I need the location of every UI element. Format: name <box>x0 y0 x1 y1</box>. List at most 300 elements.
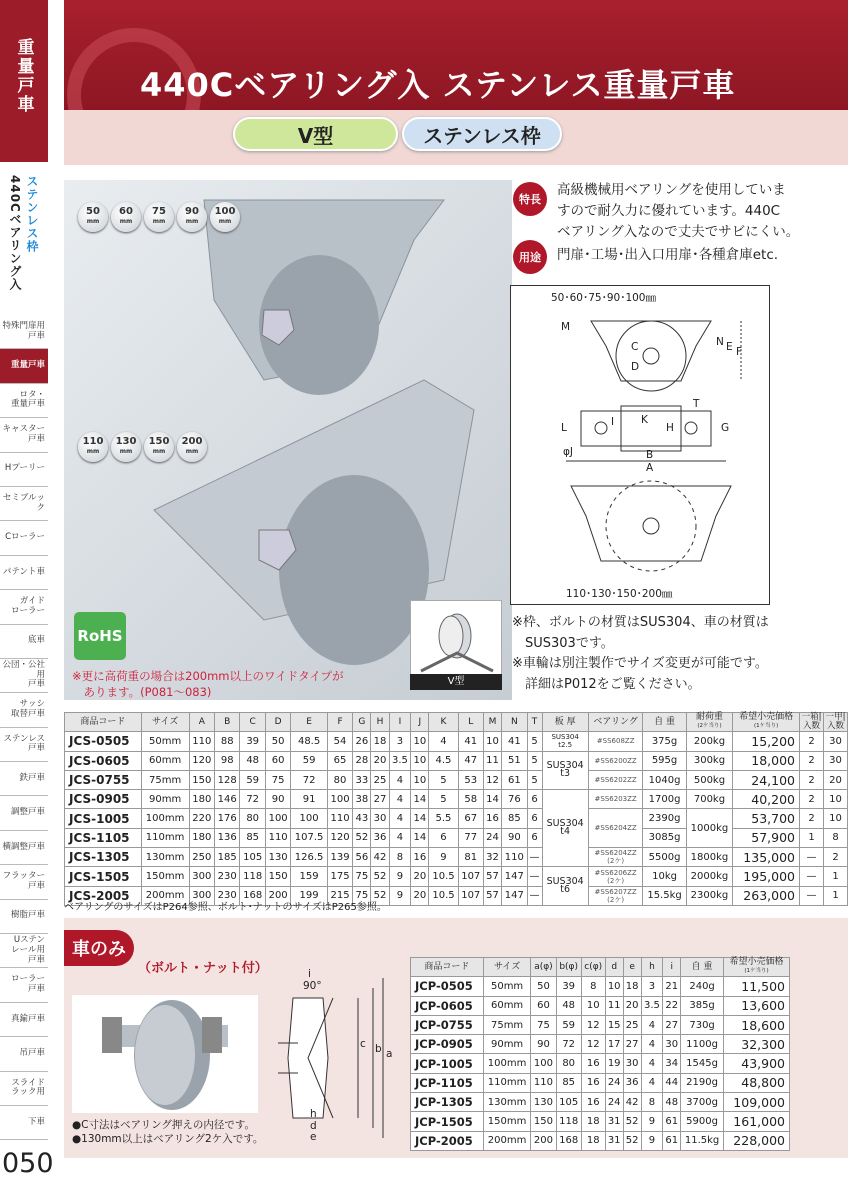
spec-cell: 90mm <box>141 790 189 809</box>
type-pill: V型 <box>233 117 398 151</box>
box-qty: 2 <box>800 809 824 828</box>
sidebar-item[interactable]: 重量戸車 <box>0 349 48 383</box>
spec-cell: 59 <box>556 1015 581 1034</box>
spec-cell: 5.5 <box>429 809 458 828</box>
spec-cell: 80 <box>556 1054 581 1073</box>
column-header <box>240 713 265 732</box>
column-header <box>429 713 458 732</box>
spec-cell: 136 <box>215 828 240 847</box>
spec-cell: 230 <box>215 886 240 905</box>
dim-label: B <box>646 449 654 461</box>
header-label: 板 厚 <box>554 716 576 727</box>
sidebar-item[interactable]: Cローラー <box>0 521 48 555</box>
size-badge <box>78 202 108 232</box>
spec-cell: 60 <box>531 996 556 1015</box>
spec-cell: 4 <box>429 732 458 751</box>
spec-cell: 21 <box>663 977 681 996</box>
bearing: #SS608ZZ <box>588 732 643 751</box>
bearing: #SS6203ZZ <box>588 790 643 809</box>
price: 15,200 <box>733 732 800 751</box>
spec-cell: 130 <box>531 1093 556 1112</box>
sidebar-item[interactable]: 樹脂戸車 <box>0 900 48 934</box>
sidebar-item[interactable]: ロタ・ 重量戸車 <box>0 384 48 418</box>
sidebar-item[interactable]: ガイド ローラー <box>0 590 48 624</box>
header-label: A <box>198 716 205 727</box>
spec-cell: 8 <box>389 848 411 867</box>
column-header <box>483 713 501 732</box>
box-qty: — <box>800 867 824 886</box>
spec-cell: 130 <box>265 848 290 867</box>
spec-cell: 30 <box>371 809 389 828</box>
column-header <box>542 713 588 732</box>
size-badge <box>144 202 174 232</box>
table-row <box>411 1035 790 1054</box>
frame-wheel-spec-table <box>64 712 848 906</box>
spec-cell: 3 <box>389 732 411 751</box>
size-value: 150 <box>148 436 170 447</box>
spec-cell: 60mm <box>483 996 531 1015</box>
spec-cell: 10 <box>605 977 623 996</box>
spec-cell: 44 <box>663 1073 681 1092</box>
column-header <box>458 713 483 732</box>
series-label <box>0 175 48 305</box>
spec-cell: 52 <box>371 886 389 905</box>
table-row <box>411 1093 790 1112</box>
wheel-only-badge: 車のみ <box>64 930 134 966</box>
spec-cell: 60mm <box>141 751 189 770</box>
column-header <box>291 713 327 732</box>
case-qty: 1 <box>824 867 848 886</box>
load-capacity: 2000kg <box>686 867 733 886</box>
case-qty: 2 <box>824 848 848 867</box>
spec-cell: 107.5 <box>291 828 327 847</box>
header-label: サイズ <box>493 961 521 972</box>
size-value: 90 <box>185 206 199 217</box>
spec-cell: 250 <box>189 848 214 867</box>
spec-cell: 20 <box>411 886 429 905</box>
spec-cell: 30 <box>663 1035 681 1054</box>
spec-cell: 105 <box>240 848 265 867</box>
spec-cell: 39 <box>556 977 581 996</box>
size-value: 100 <box>214 206 236 217</box>
column-header <box>733 713 800 732</box>
frame-pill: ステンレス枠 <box>402 117 562 151</box>
spec-cell: 75 <box>353 886 371 905</box>
spec-cell: — <box>527 867 542 886</box>
price: 195,000 <box>733 867 800 886</box>
spec-cell: 12 <box>483 770 501 789</box>
spec-cell: 50 <box>265 732 290 751</box>
spec-cell: 39 <box>240 732 265 751</box>
spec-cell: 100 <box>265 809 290 828</box>
spec-cell: 72 <box>556 1035 581 1054</box>
spec-cell: 14 <box>411 790 429 809</box>
spec-cell: 81 <box>458 848 483 867</box>
plate-thickness: SUS304 t4 <box>542 790 588 867</box>
sidebar-item[interactable]: セミブルック <box>0 487 48 521</box>
sidebar-item[interactable]: キャスター 戸車 <box>0 418 48 452</box>
dim-label: b <box>375 1043 382 1055</box>
dim-label: A <box>646 462 654 474</box>
box-qty: 2 <box>800 790 824 809</box>
dim-label: H <box>666 422 674 434</box>
column-header <box>643 713 686 732</box>
sidebar-item[interactable]: 吊戸車 <box>0 1037 48 1071</box>
load-capacity: 1000kg <box>686 809 733 848</box>
spec-cell: 90 <box>502 828 527 847</box>
spec-cell: 180 <box>189 828 214 847</box>
spec-cell: 90 <box>265 790 290 809</box>
weight: 1700g <box>643 790 686 809</box>
material-notes: ※枠、ボルトの材質はSUS304、車の材質は SUS303です。 ※車輪は別注製作でサイズ変更が可能です。 詳細はP012をご覧ください。 <box>512 615 769 692</box>
header-label: a(φ) <box>534 961 553 972</box>
price: 135,000 <box>733 848 800 867</box>
weight: 5500g <box>643 848 686 867</box>
size-unit: mm <box>218 218 232 225</box>
spec-cell: 110 <box>531 1073 556 1092</box>
header-label: b(φ) <box>559 961 579 972</box>
spec-cell: 90 <box>531 1035 556 1054</box>
bearing: #SS6202ZZ <box>588 770 643 789</box>
spec-cell: 24 <box>605 1073 623 1092</box>
table-row <box>65 751 848 770</box>
spec-cell: 75mm <box>141 770 189 789</box>
sidebar-item[interactable]: スライド ラック用 <box>0 1072 48 1106</box>
size-value: 50 <box>86 206 100 217</box>
dim-label: i <box>308 968 311 980</box>
load-capacity: 500kg <box>686 770 733 789</box>
sidebar-item[interactable]: 横調整戸車 <box>0 831 48 865</box>
weight: 1040g <box>643 770 686 789</box>
sidebar-item[interactable]: 下車 <box>0 1106 48 1140</box>
dim-label: D <box>631 361 640 373</box>
size-unit: mm <box>119 218 133 225</box>
table-row <box>65 867 848 886</box>
column-header <box>327 713 352 732</box>
spec-cell: 3.5 <box>389 751 411 770</box>
spec-cell: 47 <box>458 751 483 770</box>
spec-cell: 59 <box>291 751 327 770</box>
spec-cell: 85 <box>240 828 265 847</box>
product-code: JCS-1305 <box>65 848 142 867</box>
wheel-only-notes: ●C寸法はベアリング押えの内径です。 ●130mm以上はベアリング2ケ入です。 <box>72 1119 264 1145</box>
dim-label: c <box>360 1038 366 1050</box>
spec-cell: 14 <box>411 809 429 828</box>
spec-cell: 200 <box>265 886 290 905</box>
spec-cell: 110mm <box>141 828 189 847</box>
spec-cell: 4 <box>389 790 411 809</box>
spec-cell: 31 <box>605 1131 623 1150</box>
sidebar-item[interactable]: Hプーリー <box>0 453 48 487</box>
product-code: JCP-2005 <box>411 1131 484 1150</box>
spec-cell: 126.5 <box>291 848 327 867</box>
spec-cell: 118 <box>556 1112 581 1131</box>
spec-cell: 147 <box>502 886 527 905</box>
header-label: T <box>531 716 538 727</box>
spec-cell: 24 <box>483 828 501 847</box>
table-row <box>411 977 790 996</box>
column-header <box>581 958 605 977</box>
table-row <box>65 770 848 789</box>
column-header <box>641 958 663 977</box>
spec-cell: 32 <box>483 848 501 867</box>
sidebar-item[interactable]: 底車 <box>0 625 48 659</box>
spec-cell: 75 <box>353 867 371 886</box>
product-code: JCP-1305 <box>411 1093 484 1112</box>
column-header <box>502 713 527 732</box>
spec-cell: 65 <box>327 751 352 770</box>
table-row <box>411 1073 790 1092</box>
header-label: 希望小売価格 <box>739 712 794 723</box>
product-code: JCS-0755 <box>65 770 142 789</box>
dim-label: L <box>561 422 567 434</box>
column-header <box>411 713 429 732</box>
spec-cell: 27 <box>663 1015 681 1034</box>
spec-cell: 4 <box>389 828 411 847</box>
size-unit: mm <box>152 448 166 455</box>
dim-label: T <box>693 398 700 410</box>
spec-cell: 12 <box>581 1015 605 1034</box>
spec-cell: 3 <box>641 977 663 996</box>
case-qty: 8 <box>824 828 848 847</box>
sidebar-item[interactable]: 調整戸車 <box>0 796 48 830</box>
spec-cell: 18 <box>581 1131 605 1150</box>
spec-cell: 8 <box>641 1093 663 1112</box>
weight: 595g <box>643 751 686 770</box>
box-qty: 2 <box>800 732 824 751</box>
header-label: F <box>337 716 343 727</box>
spec-cell: 15 <box>605 1015 623 1034</box>
spec-cell: 110 <box>189 732 214 751</box>
spec-cell: 20 <box>371 751 389 770</box>
price: 40,200 <box>733 790 800 809</box>
table-row <box>411 996 790 1015</box>
price: 48,800 <box>723 1073 789 1092</box>
spec-cell: 10.5 <box>429 886 458 905</box>
column-header <box>189 713 214 732</box>
dim-label: E <box>726 341 733 353</box>
spec-cell: 72 <box>240 790 265 809</box>
case-qty: 10 <box>824 809 848 828</box>
spec-cell: 4 <box>389 770 411 789</box>
product-code: JCP-0905 <box>411 1035 484 1054</box>
size-unit: mm <box>185 448 199 455</box>
column-header: 一箱|入数 <box>800 713 824 732</box>
spec-cell: 5900g <box>681 1112 724 1131</box>
spec-cell: 72 <box>291 770 327 789</box>
sidebar-item[interactable]: サッシ 取替戸車 <box>0 693 48 727</box>
spec-cell: 16 <box>581 1073 605 1092</box>
column-header <box>623 958 641 977</box>
spec-cell: 10 <box>581 996 605 1015</box>
column-header <box>681 958 724 977</box>
spec-cell: 4 <box>389 809 411 828</box>
spec-cell: 17 <box>605 1035 623 1054</box>
spec-cell: 51 <box>502 751 527 770</box>
dim-label: N <box>716 336 724 348</box>
spec-cell: 57 <box>483 886 501 905</box>
sidebar-item[interactable]: ローラー 戸車 <box>0 968 48 1002</box>
dim-label: e <box>310 1131 317 1143</box>
sidebar-item[interactable]: 特殊門扉用 戸車 <box>0 315 48 349</box>
spec-cell: 5 <box>429 790 458 809</box>
use-tag: 用途 <box>513 240 547 274</box>
spec-cell: 130mm <box>483 1093 531 1112</box>
spec-cell: 31 <box>605 1112 623 1131</box>
dim-label: C <box>631 341 639 353</box>
box-qty: 2 <box>800 751 824 770</box>
table-note: ベアリングのサイズはP264参照、ボルト･ナットのサイズはP265参照。 <box>64 902 387 913</box>
sidebar-item[interactable]: フラッター 戸車 <box>0 865 48 899</box>
case-qty: 30 <box>824 751 848 770</box>
column-header <box>353 713 371 732</box>
spec-cell: 50 <box>531 977 556 996</box>
price: 263,000 <box>733 886 800 905</box>
spec-cell: 215 <box>327 886 352 905</box>
price: 43,900 <box>723 1054 789 1073</box>
dim-label: h <box>310 1108 317 1120</box>
weight: 375g <box>643 732 686 751</box>
bearing: #SS6207ZZ (2ケ) <box>588 886 643 905</box>
size-badge <box>177 432 207 462</box>
size-badge <box>111 202 141 232</box>
column-header: 一甲|入数 <box>824 713 848 732</box>
spec-cell: 85 <box>556 1073 581 1092</box>
header-label: 商品コード <box>80 716 126 727</box>
spec-cell: 36 <box>371 828 389 847</box>
load-capacity: 1800kg <box>686 848 733 867</box>
spec-cell: 60 <box>265 751 290 770</box>
spec-cell: 48.5 <box>291 732 327 751</box>
table-row <box>411 1015 790 1034</box>
box-qty: 2 <box>800 770 824 789</box>
sidebar-item[interactable]: 公団・公社用 戸車 <box>0 659 48 693</box>
dim-label: 90° <box>303 980 322 992</box>
column-header <box>686 713 733 732</box>
sidebar-item[interactable]: 鉄戸車 <box>0 762 48 796</box>
spec-cell: 110 <box>502 848 527 867</box>
spec-cell: 1545g <box>681 1054 724 1073</box>
spec-cell: 4 <box>641 1035 663 1054</box>
spec-cell: 16 <box>581 1054 605 1073</box>
spec-cell: 176 <box>215 809 240 828</box>
spec-cell: 61 <box>663 1112 681 1131</box>
spec-cell: 150mm <box>141 867 189 886</box>
product-code: JCP-0755 <box>411 1015 484 1034</box>
spec-cell: 120 <box>189 751 214 770</box>
column-header <box>663 958 681 977</box>
spec-cell: 16 <box>411 848 429 867</box>
column-header <box>588 713 643 732</box>
sidebar-item[interactable]: パテント車 <box>0 556 48 590</box>
spec-cell: 385g <box>681 996 724 1015</box>
spec-cell: 230 <box>215 867 240 886</box>
spec-cell: 105 <box>556 1093 581 1112</box>
size-unit: mm <box>185 218 199 225</box>
header-label: e <box>629 961 635 972</box>
bearing: #SS6204ZZ <box>588 809 643 848</box>
dim-label: F <box>736 346 743 358</box>
product-code: JCP-1005 <box>411 1054 484 1073</box>
spec-cell: 33 <box>353 770 371 789</box>
load-capacity: 300kg <box>686 751 733 770</box>
spec-cell: 14 <box>411 828 429 847</box>
header-label: I <box>398 716 402 727</box>
product-code: JCS-1505 <box>65 867 142 886</box>
column-header <box>411 958 484 977</box>
table-row <box>65 848 848 867</box>
sidebar-item[interactable]: ステンレス 戸車 <box>0 728 48 762</box>
spec-cell: 3700g <box>681 1093 724 1112</box>
spec-cell: 38 <box>353 790 371 809</box>
column-header <box>141 713 189 732</box>
spec-cell: 6 <box>527 809 542 828</box>
box-qty: — <box>800 886 824 905</box>
spec-cell: 5 <box>527 751 542 770</box>
spec-cell: 85 <box>502 809 527 828</box>
size-badge <box>111 432 141 462</box>
diagram-top-sizes: 50･60･75･90･100㎜ <box>551 292 656 304</box>
page-title: 440Cベアリング入 ステンレス重量戸車 <box>140 66 736 104</box>
size-unit: mm <box>119 448 133 455</box>
spec-cell: 52 <box>623 1131 641 1150</box>
product-code: JCP-0605 <box>411 996 484 1015</box>
wheel-photo <box>72 995 258 1113</box>
spec-cell: 10 <box>483 732 501 751</box>
spec-cell: 57 <box>483 867 501 886</box>
spec-cell: 110 <box>265 828 290 847</box>
spec-cell: 150mm <box>483 1112 531 1131</box>
header-label: h <box>649 961 655 972</box>
case-qty: 10 <box>824 790 848 809</box>
dim-label: a <box>386 1048 393 1060</box>
spec-cell: 139 <box>327 848 352 867</box>
spec-cell: 2190g <box>681 1073 724 1092</box>
price: 13,600 <box>723 996 789 1015</box>
header-label: L <box>468 716 474 727</box>
header-label: G <box>358 716 366 727</box>
price: 18,000 <box>733 751 800 770</box>
header-label: N <box>510 716 518 727</box>
spec-cell: 168 <box>556 1131 581 1150</box>
dim-label: K <box>641 414 648 426</box>
spec-cell: 10.5 <box>429 867 458 886</box>
product-code: JCS-1105 <box>65 828 142 847</box>
bearing: #SS6206ZZ (2ケ) <box>588 867 643 886</box>
sidebar-item[interactable]: Uステン レール用 戸車 <box>0 934 48 968</box>
spec-cell: 18 <box>371 732 389 751</box>
load-capacity: 2300kg <box>686 886 733 905</box>
box-qty: — <box>800 848 824 867</box>
sidebar-item[interactable]: 真鍮戸車 <box>0 1003 48 1037</box>
size-value: 200 <box>181 436 203 447</box>
price: 18,600 <box>723 1015 789 1034</box>
column-header <box>65 713 142 732</box>
sidebar-nav <box>0 315 48 1140</box>
spec-cell: 88 <box>215 732 240 751</box>
spec-cell: 220 <box>189 809 214 828</box>
spec-cell: 50mm <box>483 977 531 996</box>
spec-cell: 10 <box>411 732 429 751</box>
spec-cell: 5 <box>527 770 542 789</box>
price: 32,300 <box>723 1035 789 1054</box>
spec-cell: 118 <box>240 867 265 886</box>
spec-cell: 52 <box>623 1112 641 1131</box>
spec-cell: 110 <box>327 809 352 828</box>
spec-cell: 16 <box>581 1093 605 1112</box>
plate-thickness: SUS304 t3 <box>542 751 588 790</box>
spec-cell: 56 <box>353 848 371 867</box>
